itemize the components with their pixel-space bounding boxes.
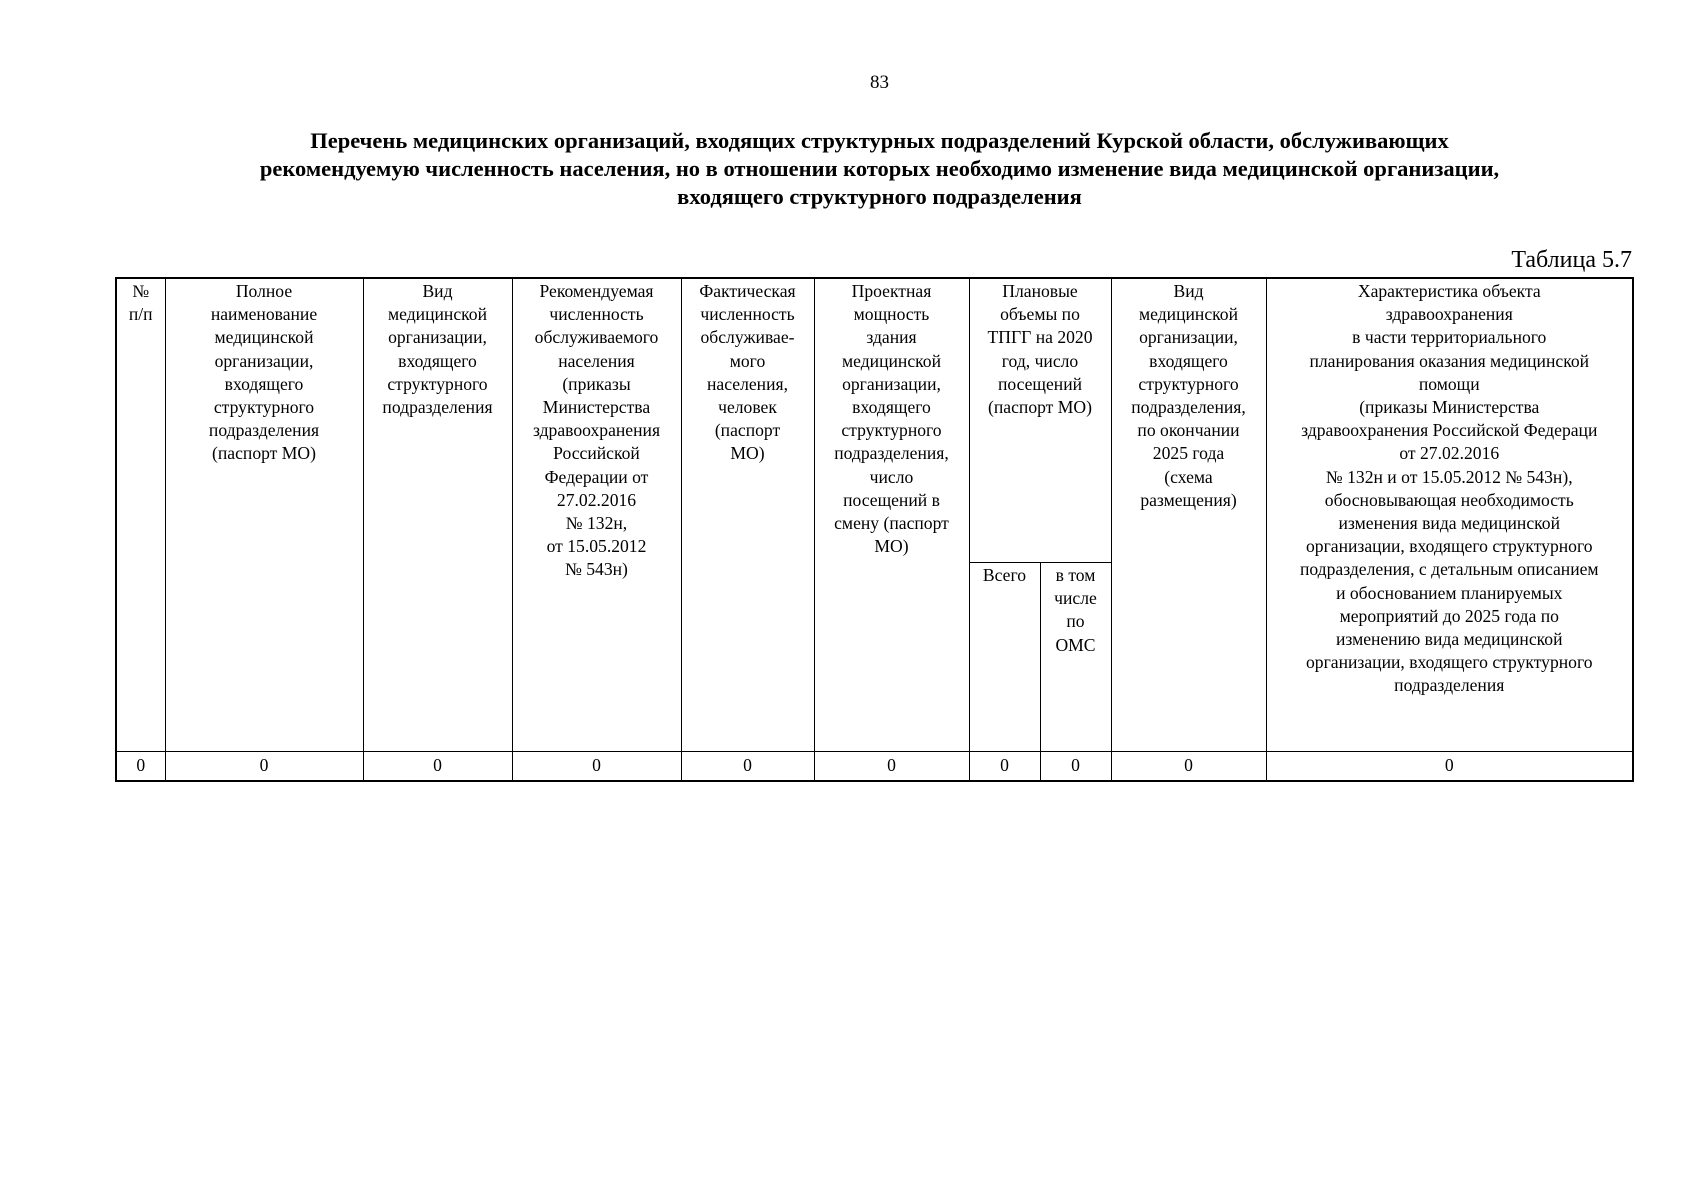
page-number: 83 <box>870 72 889 93</box>
table-cell: 0 <box>1040 752 1111 782</box>
header-characteristics: Характеристика объекта здравоохранения в части территориального планирования оказания медицинской помощи (приказы Министерства здравоохранения Российской Федераци от 27.02.2016 № 132н и от 15.05.2012 № 543н), обосновывающая необходимость изменения вида медицинской организации, входящего структурного подразделения, с детальным описанием и обоснованием планируемых мероприятий до 2025 года по изменению вида медицинской организации, входящего структурного подразделения <box>1266 278 1633 752</box>
table-cell: 0 <box>116 752 165 782</box>
header-planned-total: Всего <box>969 563 1040 752</box>
header-planned-volumes: Плановые объемы по ТПГГ на 2020 год, число посещений (паспорт МО) <box>969 278 1111 563</box>
table-caption: Таблица 5.7 <box>1511 247 1632 273</box>
header-design-capacity: Проектная мощность здания медицинской организации, входящего структурного подразделения, число посещений в смену (паспорт МО) <box>814 278 969 752</box>
header-type-2025: Вид медицинской организации, входящего структурного подразделения, по окончании 2025 года (схема размещения) <box>1111 278 1266 752</box>
table-cell: 0 <box>681 752 814 782</box>
header-organization-type: Вид медицинской организации, входящего структурного подразделения <box>363 278 512 752</box>
document-title <box>120 127 1639 211</box>
table-cell: 0 <box>1111 752 1266 782</box>
header-number: № п/п <box>116 278 165 752</box>
table-cell: 0 <box>165 752 363 782</box>
table-cell: 0 <box>814 752 969 782</box>
medical-organizations-table <box>115 277 1634 782</box>
title-line-3: входящего структурного подразделения <box>677 184 1082 209</box>
table-cell: 0 <box>363 752 512 782</box>
table-row <box>116 752 1633 782</box>
table-cell: 0 <box>512 752 681 782</box>
header-recommended-population: Рекомендуемая численность обслуживаемого населения (приказы Министерства здравоохранения Российской Федерации от 27.02.2016 № 132н, от 15.05.2012 № 543н) <box>512 278 681 752</box>
title-line-1: Перечень медицинских организаций, входящих структурных подразделений Курской области, обслуживающих <box>310 128 1449 153</box>
table-cell: 0 <box>1266 752 1633 782</box>
title-line-2: рекомендуемую численность населения, но в отношении которых необходимо изменение вида медицинской организации, <box>259 156 1500 181</box>
header-planned-oms: в том числе по ОМС <box>1040 563 1111 752</box>
header-full-name: Полное наименование медицинской организации, входящего структурного подразделения (паспорт МО) <box>165 278 363 752</box>
table-cell: 0 <box>969 752 1040 782</box>
table-header-row <box>116 278 1633 563</box>
header-actual-population: Фактическая численность обслуживае- мого населения, человек (паспорт МО) <box>681 278 814 752</box>
